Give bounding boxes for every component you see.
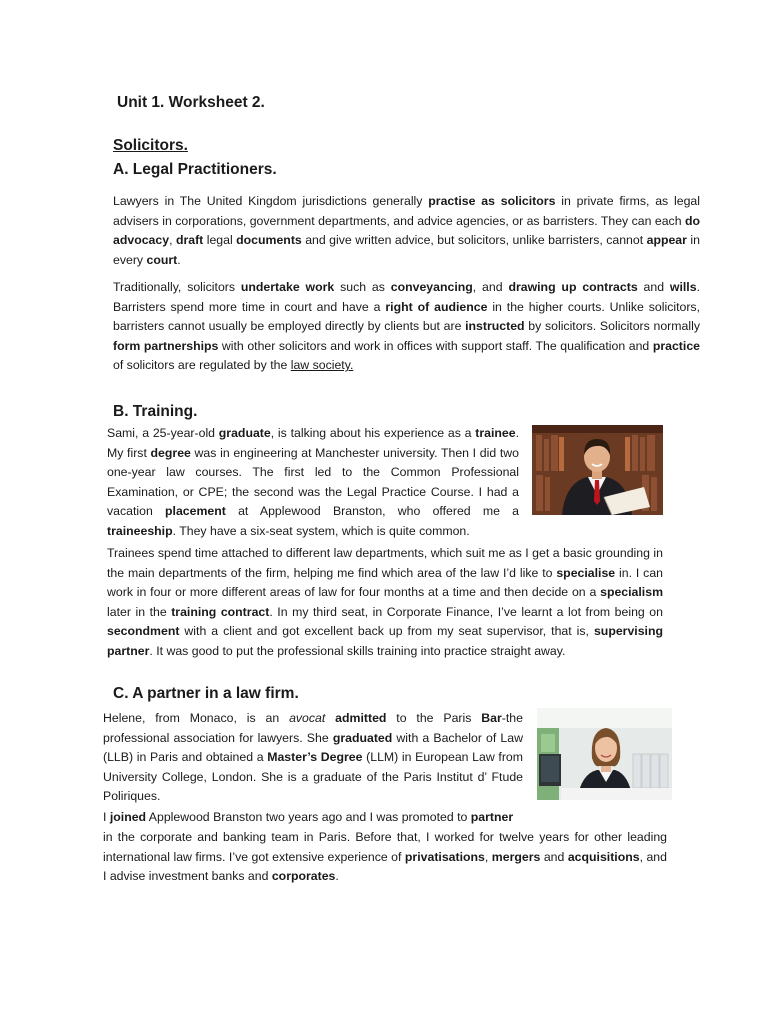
text-run: Applewood Branston two years ago and I was promoted to <box>146 810 471 824</box>
text-run: -the professional association for lawyers. She <box>103 711 523 745</box>
text-run: I <box>103 810 110 824</box>
section-b-title: B. Training. <box>113 403 198 420</box>
bold-term: court <box>146 252 178 267</box>
text-run: , and I advise investment banks and <box>103 849 667 884</box>
bold-term: graduate <box>218 426 271 440</box>
text-run: by solicitors. Solicitors normally <box>524 319 700 334</box>
text-run: , and <box>472 280 509 294</box>
bold-term: training contract <box>171 604 270 619</box>
section-c-title: C. A partner in a law firm. <box>113 685 299 702</box>
text-run: in the corporate and banking team in Paris. Before that, I worked for twelve years for other leading international law firms. I’ve got extensive experience of <box>103 830 667 864</box>
bold-term: practise as solicitors <box>428 194 556 208</box>
text-run: in. I can work in four or more different areas of law for four months at a time and then decide on a <box>107 565 663 600</box>
text-run: later in the <box>107 604 172 619</box>
partner-photo <box>537 708 672 800</box>
bold-term: admitted <box>335 711 387 725</box>
text-run: , <box>169 233 176 248</box>
bold-term: drawing up contracts <box>508 280 638 294</box>
section-a-paragraph-2 <box>113 278 700 376</box>
text-run: in the higher courts. Unlike solicitors, barristers cannot usually be employed directly by clients but are <box>113 299 700 334</box>
bold-term: mergers <box>491 849 541 864</box>
section-b-paragraph-2 <box>107 544 663 662</box>
bold-term: undertake work <box>240 280 335 294</box>
section-a-title: A. Legal Practitioners. <box>113 161 277 178</box>
text-run: and <box>540 849 568 864</box>
bold-term: supervising partner <box>107 624 663 658</box>
bold-term: documents <box>236 233 302 248</box>
section-c-paragraph-1 <box>103 709 523 807</box>
italic-term: avocat <box>289 711 326 725</box>
text-run: was in engineering at Manchester university. Then I did two one-year law courses. The first led to the Common Professional Examination, or CPE; the second was the Legal Practice Course. I had a vacation <box>107 445 519 519</box>
text-run: to the Paris <box>386 711 482 725</box>
section-c-paragraph-2 <box>103 808 523 828</box>
text-run <box>325 711 335 725</box>
text-run: Helene, from Monaco, is an <box>103 711 290 725</box>
bold-term: right of audience <box>385 299 488 314</box>
text-run: Trainees spend time attached to different law departments, which suit me as I get a basic grounding in the main departments of the firm, helping me find which area of the law I’d like to <box>107 546 663 580</box>
bold-term: degree <box>150 445 191 460</box>
text-run: (LLM) in European Law from University College, London. She is a graduate of the Paris Institut d’ Ftude Poliriques. <box>103 750 523 804</box>
bold-term: partner <box>470 810 514 824</box>
bold-term: form partnerships <box>113 338 219 353</box>
text-run: . <box>177 252 181 267</box>
bold-term: secondment <box>107 624 180 639</box>
text-run: Sami, a 25-year-old <box>107 426 219 440</box>
trainee-photo <box>532 425 663 515</box>
text-run: in private firms, as legal advisers in corporations, government departments, and advice agencies, or as barristers. They can each <box>113 194 700 228</box>
bold-term: trainee <box>475 426 516 440</box>
bold-term: instructed <box>465 319 525 334</box>
text-run: . <box>335 869 339 884</box>
underlined-term: law society. <box>290 358 354 373</box>
text-run: Traditionally, solicitors <box>113 280 241 294</box>
worksheet-title: Unit 1. Worksheet 2. <box>117 94 265 111</box>
section-b-paragraph-1 <box>107 424 519 542</box>
section-a-paragraph-1 <box>113 192 700 270</box>
text-run: such as <box>334 280 391 294</box>
text-run: with a Bachelor of Law (LLB) in Paris and obtained a <box>103 730 523 765</box>
bold-term: acquisitions <box>567 849 640 864</box>
text-run: Lawyers in The United Kingdom jurisdictions generally <box>113 194 429 208</box>
text-run: , <box>484 849 492 864</box>
bold-term: traineeship <box>107 523 173 538</box>
text-run: with other solicitors and work in offices with support staff. The qualification and <box>218 338 653 353</box>
section-c-paragraph-3 <box>103 828 667 887</box>
bold-term: Master’s Degree <box>267 750 363 765</box>
bold-term: corporates <box>271 869 336 884</box>
text-run: with a client and got excellent back up from my seat supervisor, that is, <box>179 624 594 639</box>
bold-term: placement <box>165 504 226 519</box>
bold-term: do advocacy <box>113 213 700 248</box>
text-run: . In my third seat, in Corporate Finance, I’ve learnt a lot from being on <box>269 604 663 619</box>
bold-term: specialise <box>556 565 616 580</box>
text-run: in every <box>113 233 700 267</box>
bold-term: privatisations <box>404 849 485 864</box>
bold-term: practice <box>652 338 700 353</box>
solicitors-heading: Solicitors. <box>113 137 188 154</box>
bold-term: joined <box>109 810 147 824</box>
text-run: . They have a six-seat system, which is quite common. <box>172 523 470 538</box>
bold-term: Bar <box>481 711 502 725</box>
text-run: and give written advice, but solicitors, unlike barristers, cannot <box>301 233 647 248</box>
bold-term: specialism <box>600 585 663 600</box>
text-run: , is talking about his experience as a <box>270 426 476 440</box>
text-run: . My first <box>107 426 519 460</box>
text-run: at Applewood Branston, who offered me a <box>225 504 520 519</box>
text-run: legal <box>203 233 237 248</box>
text-run: . Barristers spend more time in court and have a <box>113 280 700 314</box>
text-run: . It was good to put the professional skills training into practice straight away. <box>149 643 566 658</box>
text-run: of solicitors are regulated by the <box>113 358 291 373</box>
bold-term: graduated <box>332 730 393 745</box>
bold-term: conveyancing <box>390 280 473 294</box>
bold-term: draft <box>175 233 204 248</box>
bold-term: appear <box>646 233 687 248</box>
bold-term: wills <box>669 280 697 294</box>
text-run: and <box>637 280 670 294</box>
